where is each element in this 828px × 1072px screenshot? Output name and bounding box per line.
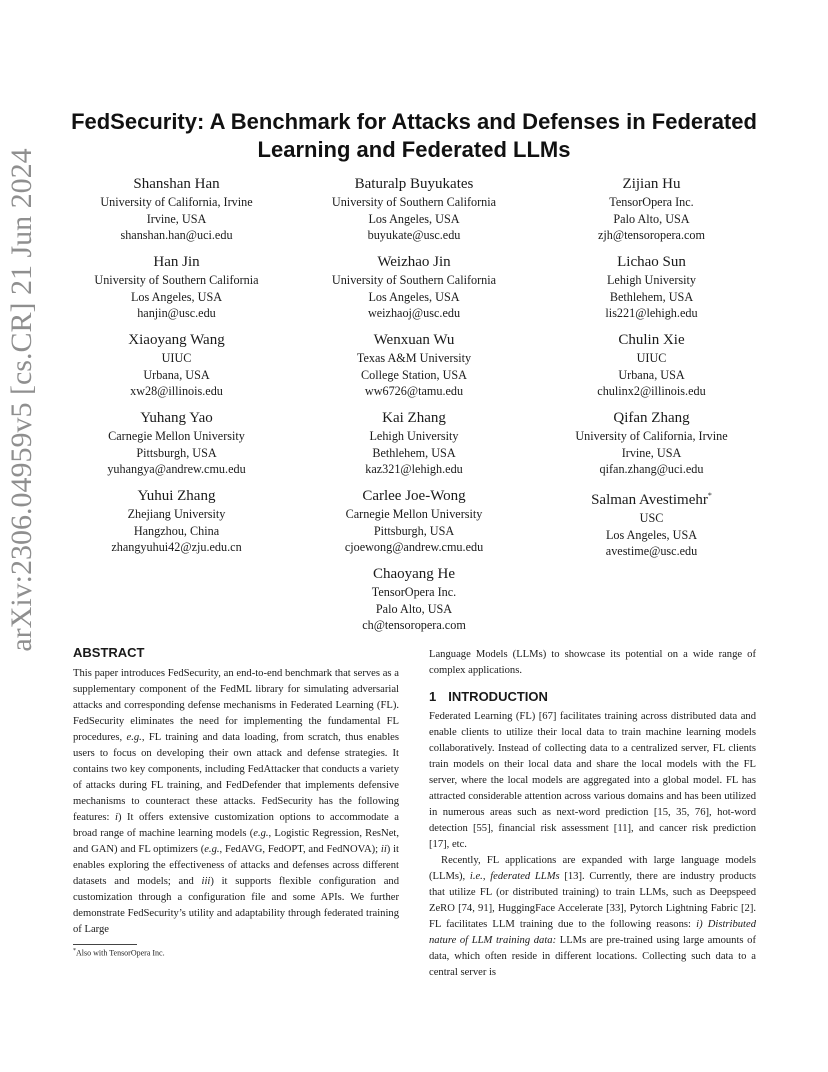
author-name: Kai Zhang	[382, 410, 446, 426]
author-affiliation: University of California, Irvine	[100, 195, 253, 209]
author-entry	[58, 174, 295, 252]
author-name: Wenxuan Wu	[373, 332, 455, 348]
abstract-italic: ii	[380, 844, 387, 855]
arxiv-side-stamp: arXiv:2306.04959v5 [cs.CR] 21 Jun 2024	[5, 148, 38, 652]
author-name: Chulin Xie	[618, 332, 685, 348]
author-name: Lichao Sun	[617, 254, 686, 270]
author-entry	[296, 252, 533, 330]
section-heading	[429, 688, 756, 706]
author-name: Han Jin	[153, 254, 200, 270]
abstract-continuation: Language Models (LLMs) to showcase its potential on a wide range of complex applications.	[429, 649, 756, 676]
intro-text: [13]. Currently, there are industry products that utilize FL (or distributed training) to train LLMs, such as Deepspeed ZeRO [74, 91], HuggingFace Accelerate [33], Pytorch Lightning Fabric [2]. FL facilitates LLM training due to the following reasons:	[429, 871, 757, 930]
author-row	[58, 564, 770, 642]
author-email: zhangyuhui42@zju.edu.cn	[111, 540, 242, 554]
author-affiliation: University of Southern California	[94, 273, 259, 287]
author-location: Los Angeles, USA	[605, 527, 698, 542]
author-email: qifan.zhang@uci.edu	[599, 462, 704, 476]
intro-italic: federated LLMs	[490, 871, 560, 882]
author-email: xw28@illinois.edu	[130, 384, 223, 398]
abstract-heading: ABSTRACT	[73, 645, 145, 660]
right-column	[429, 647, 756, 981]
author-affiliation: University of Southern California	[331, 273, 497, 287]
footnote	[73, 948, 165, 958]
abstract-body	[73, 666, 399, 938]
author-name	[533, 486, 770, 510]
author-affiliation: USC	[639, 511, 664, 525]
author-entry	[533, 408, 770, 486]
author-entry	[296, 408, 533, 486]
intro-paragraph	[429, 853, 756, 981]
author-name: Zijian Hu	[622, 176, 681, 192]
intro-paragraph: Federated Learning (FL) [67] facilitates training across distributed data and enable clients to utilize their local data to train machine learning models collaboratively. Instead of collecting data to a centralized server, FL clients train models on their local data and share the local models with the FL server, where the local models are aggregated into a global model. FL has attracted considerable attention across various domains and has been utilized in numerous areas such as next-word prediction [15, 35, 76], hot-word detection [55], financial risk assessment [11], and cancer risk prediction [17], etc.	[429, 711, 756, 850]
footnote-divider	[73, 944, 137, 945]
footnote-marker: *	[707, 491, 712, 500]
author-entry	[533, 174, 770, 252]
author-affiliation: Zhejiang University	[127, 507, 226, 521]
author-email: avestime@usc.edu	[605, 544, 698, 558]
author-name: Yuhui Zhang	[137, 488, 216, 504]
author-entry	[533, 252, 770, 330]
author-location: Irvine, USA	[621, 445, 682, 460]
author-affiliation: TensorOpera Inc.	[609, 195, 694, 209]
author-affiliation: UIUC	[161, 351, 192, 365]
author-row	[58, 252, 770, 330]
author-affiliation: Carnegie Mellon University	[345, 507, 483, 521]
author-email: hanjin@usc.edu	[137, 306, 216, 320]
abstract-text: ) it enables exploring the effectiveness of attacks and defenses across different datasets and models; and	[73, 844, 399, 887]
author-location: College Station, USA	[361, 367, 467, 382]
abstract-italic: e.g.	[253, 828, 269, 839]
author-name: Shanshan Han	[133, 176, 220, 192]
footnote-text: Also with TensorOpera Inc.	[76, 948, 165, 958]
abstract-text: ) It offers extensive customization options to accommodate a broad range of machine learning models (	[73, 812, 399, 839]
author-affiliation: University of California, Irvine	[575, 429, 728, 443]
author-affiliation: Lehigh University	[369, 429, 459, 443]
author-location: Urbana, USA	[618, 367, 685, 382]
author-name: Qifan Zhang	[613, 410, 690, 426]
author-location: Bethlehem, USA	[372, 445, 456, 460]
author-location: Los Angeles, USA	[368, 289, 460, 304]
author-row	[58, 486, 770, 564]
author-affiliation: TensorOpera Inc.	[371, 585, 457, 599]
abstract-paragraph	[73, 666, 399, 938]
author-email: shanshan.han@uci.edu	[120, 228, 233, 242]
abstract-text: ) it supports flexible configuration and customization through a configuration file and some APIs. We further demonstrate FedSecurity’s utility and adaptability through federated training of Large	[73, 876, 399, 935]
author-location: Pittsburgh, USA	[373, 523, 455, 538]
author-entry	[58, 486, 295, 564]
author-affiliation: Carnegie Mellon University	[108, 429, 245, 443]
intro-text: LLMs are pre-trained using large amounts of data, which often reside in different locations. Collecting such data to a central server is	[429, 935, 756, 978]
author-entry	[58, 408, 295, 486]
author-location: Los Angeles, USA	[130, 289, 223, 304]
abstract-text: , FedAVG, FedOPT, and FedNOVA);	[219, 844, 381, 855]
author-location: Bethlehem, USA	[609, 289, 694, 304]
abstract-italic: e.g.	[126, 732, 142, 743]
author-entry	[533, 486, 770, 564]
author-location: Urbana, USA	[143, 367, 210, 382]
author-row	[58, 174, 770, 252]
author-name: Yuhang Yao	[140, 410, 213, 426]
author-location: Palo Alto, USA	[375, 601, 453, 616]
intro-italic: i) Distributed nature of LLM training data:	[429, 919, 756, 946]
author-email: yuhangya@andrew.cmu.edu	[107, 462, 246, 476]
author-location: Hangzhou, China	[133, 523, 220, 538]
abstract-italic: i	[114, 812, 118, 823]
author-email: ch@tensoropera.com	[362, 618, 466, 632]
abstract-text: , FL training and data loading, from scratch, thus enables users to focus on developing their own attack and defense strategies. It contains two key components, including FedAttacker that conducts a variety of attacks during FL training, and FedDefender that implements defensive mechanisms to counteract these attacks. FedSecurity has the following features:	[73, 732, 399, 823]
author-affiliation: Lehigh University	[606, 273, 697, 287]
footnote-marker: *	[73, 948, 76, 954]
author-location: Pittsburgh, USA	[136, 445, 217, 460]
author-row	[58, 408, 770, 486]
author-email: buyukate@usc.edu	[367, 228, 461, 242]
author-name: Chaoyang He	[372, 566, 456, 582]
paper-title: FedSecurity: A Benchmark for Attacks and Defenses in Federated Learning and Federated LLMs	[71, 109, 757, 162]
author-name: Baturalp Buyukates	[354, 176, 474, 192]
author-affiliation: Texas A&M University	[356, 351, 472, 365]
author-email: ww6726@tamu.edu	[364, 384, 464, 398]
section-title: INTRODUCTION	[448, 689, 548, 704]
author-entry	[296, 486, 533, 564]
author-name: Carlee Joe-Wong	[362, 488, 466, 504]
author-block	[58, 174, 770, 642]
abstract-text: This paper introduces FedSecurity, an end-to-end benchmark that serves as a supplementary component of the FedML library for simulating adversarial attacks and corresponding defense mechanisms in Federated Learning (FL). FedSecurity eliminates the need for implementing the fundamental FL procedures,	[73, 668, 399, 743]
author-entry	[533, 330, 770, 408]
section-number: 1	[429, 689, 437, 704]
author-email: weizhaoj@usc.edu	[367, 306, 461, 320]
abstract-text: , Logistic Regression, ResNet, and GAN) and FL optimizers (	[73, 828, 399, 855]
author-email: lis221@lehigh.edu	[605, 306, 698, 320]
author-email: chulinx2@illinois.edu	[597, 384, 706, 398]
author-entry	[296, 174, 533, 252]
intro-italic: i.e.	[469, 871, 483, 882]
abstract-italic: e.g.	[204, 844, 220, 855]
author-entry	[58, 330, 295, 408]
author-email: cjoewong@andrew.cmu.edu	[344, 540, 484, 554]
author-entry	[296, 330, 533, 408]
author-location: Irvine, USA	[146, 211, 207, 226]
author-row	[58, 330, 770, 408]
author-location: Palo Alto, USA	[613, 211, 690, 226]
intro-text: Recently, FL applications are expanded with large language models (LLMs),	[429, 855, 756, 882]
author-affiliation: UIUC	[636, 351, 667, 365]
author-location: Los Angeles, USA	[368, 211, 460, 226]
author-entry	[58, 252, 295, 330]
author-entry	[296, 564, 533, 642]
author-name: Weizhao Jin	[377, 254, 451, 270]
author-name-text: Salman Avestimehr	[591, 492, 708, 508]
abstract-italic: iii	[201, 876, 211, 887]
author-affiliation: University of Southern California	[331, 195, 497, 209]
author-email: zjh@tensoropera.com	[598, 228, 705, 242]
author-name: Xiaoyang Wang	[128, 332, 225, 348]
author-email: kaz321@lehigh.edu	[365, 462, 463, 476]
intro-text: ,	[482, 871, 491, 882]
